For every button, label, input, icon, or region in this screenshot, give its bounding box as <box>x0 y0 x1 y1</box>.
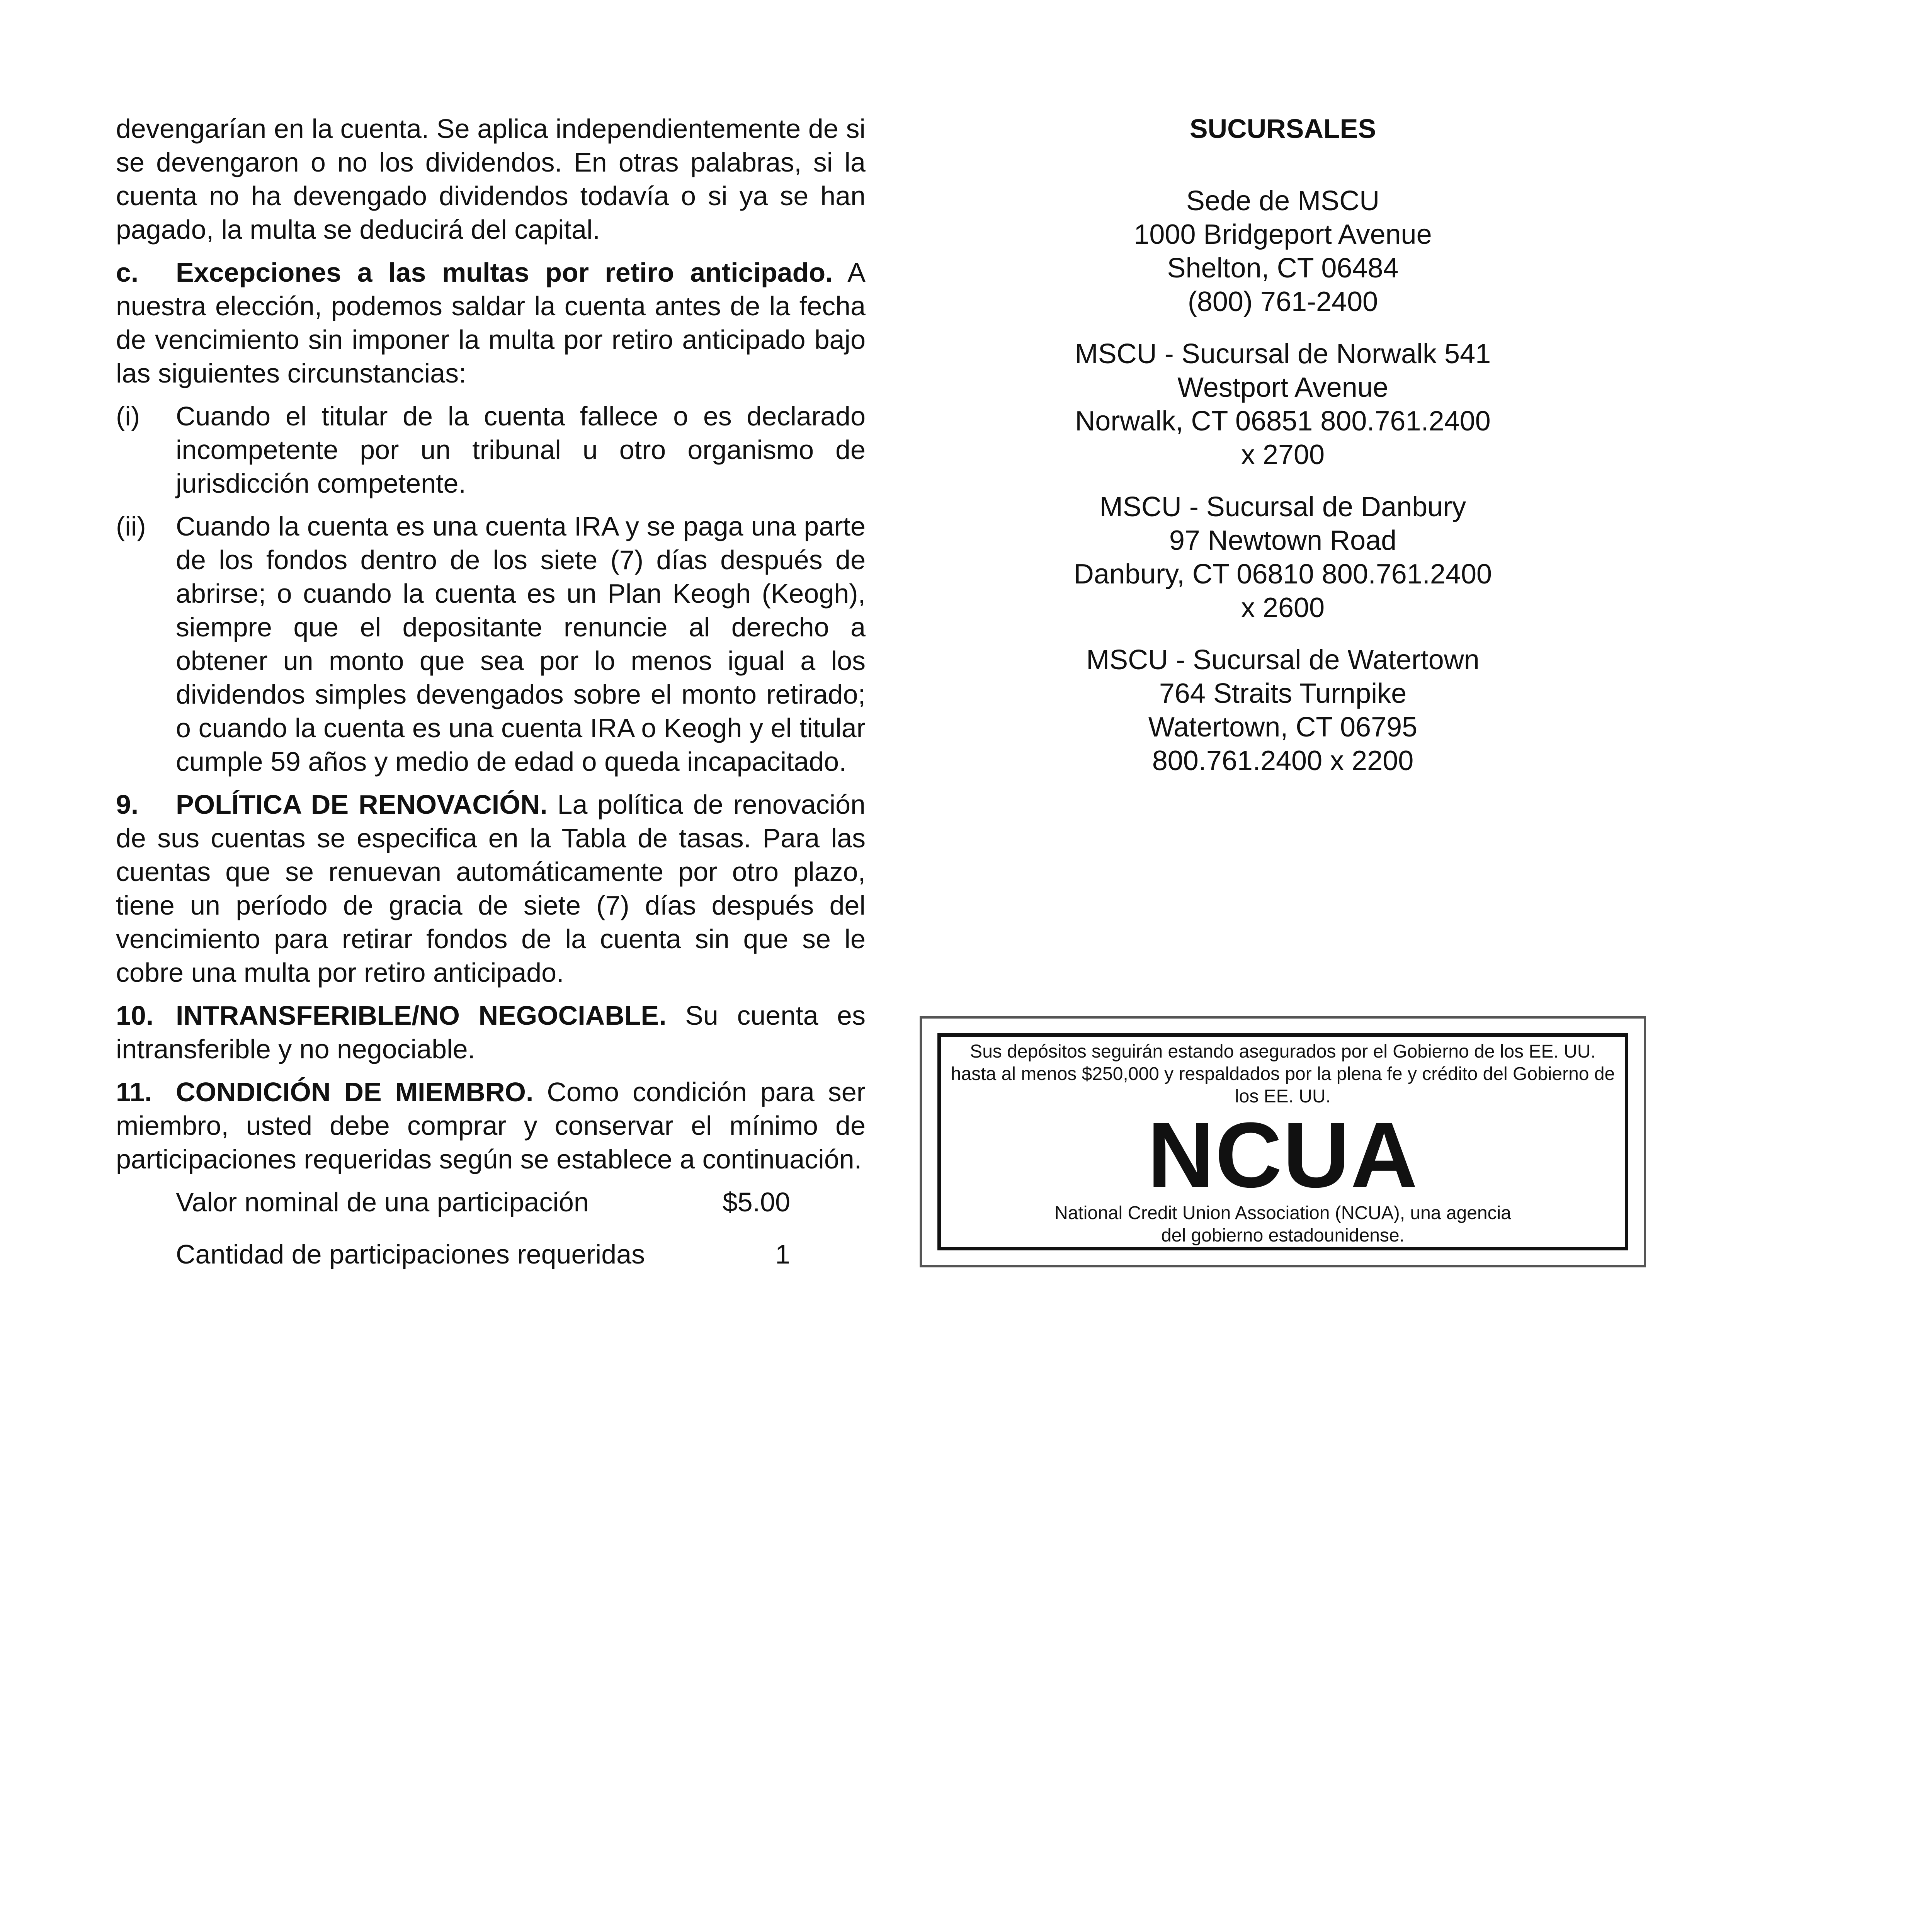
section-10-title: INTRANSFERIBLE/NO NEGOCIABLE. <box>176 1000 667 1031</box>
branch-text: Sede de MSCU 1000 Bridgeport Avenue Shelton, CT 06484 (800) 761-2400 <box>1134 185 1432 317</box>
section-11-title: CONDICIÓN DE MIEMBRO. <box>176 1077 534 1107</box>
list-item <box>116 400 866 500</box>
list-item-label: (i) <box>116 401 140 431</box>
section-11 <box>116 1075 866 1176</box>
section-10-number: 10. <box>116 1000 154 1031</box>
ncua-insurance-text: Sus depósitos seguirán estando asegurados por el Gobierno de los EE. UU. hasta al menos $250,000 y respaldados por la plena fe y crédito del Gobierno de los EE. UU. <box>951 1041 1615 1107</box>
section-10-body: Su cuenta es intransferible y no negociable. <box>116 1000 866 1064</box>
list-item-text: Cuando el titular de la cuenta fallece o es declarado incompetente por un tribunal u otro organismo de jurisdicción competente. <box>176 401 866 498</box>
table-key: Valor nominal de una participación <box>176 1187 589 1217</box>
branches-column <box>1043 112 1522 796</box>
section-c-label: c. <box>116 257 139 287</box>
branches-heading: SUCURSALES <box>1189 114 1376 144</box>
left-column <box>116 112 866 1290</box>
branch-text: MSCU - Sucursal de Watertown 764 Straits Turnpike Watertown, CT 06795 800.761.2400 x 2200 <box>1086 645 1480 776</box>
table-value: 1 <box>775 1239 790 1269</box>
branch-text: MSCU - Sucursal de Danbury 97 Newtown Road Danbury, CT 06810 800.761.2400 x 2600 <box>1073 492 1492 623</box>
section-9 <box>116 788 866 990</box>
section-10 <box>116 999 866 1066</box>
section-9-body: La política de renovación de sus cuentas se especifica en la Tabla de tasas. Para las cuentas que se renuevan automáticamente por otro plazo, tiene un período de gracia de siete (7) días después del vencimiento para retirar fondos de la cuenta sin que se le cobre una multa por retiro anticipado. <box>116 789 866 988</box>
section-11-number: 11. <box>116 1077 152 1107</box>
ncua-agency-line-1: National Credit Union Association (NCUA), una agencia <box>1054 1203 1511 1223</box>
section-9-number: 9. <box>116 789 139 820</box>
section-c-title: Excepciones a las multas por retiro anticipado. <box>176 257 833 287</box>
table-value: $5.00 <box>722 1187 790 1217</box>
list-item-label: (ii) <box>116 511 146 541</box>
branch-entry <box>1043 490 1522 625</box>
branch-entry <box>1043 643 1522 778</box>
section-c-body: A nuestra elección, podemos saldar la cuenta antes de la fecha de vencimiento sin imponer la multa por retiro anticipado bajo las siguientes circunstancias: <box>116 257 866 388</box>
table-row <box>176 1238 790 1271</box>
branch-entry <box>1043 337 1522 472</box>
ncua-agency-line-2: del gobierno estadounidense. <box>1161 1225 1405 1246</box>
table-key: Cantidad de participaciones requeridas <box>176 1239 645 1269</box>
ncua-logo: NCUA <box>1147 1103 1418 1207</box>
branch-entry <box>1043 184 1522 319</box>
branch-text: MSCU - Sucursal de Norwalk 541 Westport Avenue Norwalk, CT 06851 800.761.2400 x 2700 <box>1075 338 1491 470</box>
list-item-text: Cuando la cuenta es una cuenta IRA y se paga una parte de los fondos dentro de los siete (7) días después de abrirse; o cuando la cuenta es un Plan Keogh (Keogh), siempre que el depositante renuncie al derecho a obtener un monto que sea por lo menos igual a los dividendos simples devengados sobre el monto retirado; o cuando la cuenta es una cuenta IRA o Keogh y el titular cumple 59 años y medio de edad o queda incapacitado. <box>176 511 866 777</box>
table-row <box>176 1185 790 1219</box>
section-11-body: Como condición para ser miembro, usted debe comprar y conservar el mínimo de participaciones requeridas según se establece a continuación. <box>116 1077 866 1174</box>
section-c <box>116 256 866 390</box>
ncua-notice-box <box>920 1016 1646 1267</box>
section-9-title: POLÍTICA DE RENOVACIÓN. <box>176 789 548 820</box>
paragraph-continuation: devengarían en la cuenta. Se aplica independientemente de si se devengaron o no los dividendos. En otras palabras, si la cuenta no ha devengado dividendos todavía o si ya se han pagado, la multa se deducirá del capital. <box>116 114 866 245</box>
list-item <box>116 510 866 779</box>
ncua-notice-inner <box>937 1033 1628 1250</box>
